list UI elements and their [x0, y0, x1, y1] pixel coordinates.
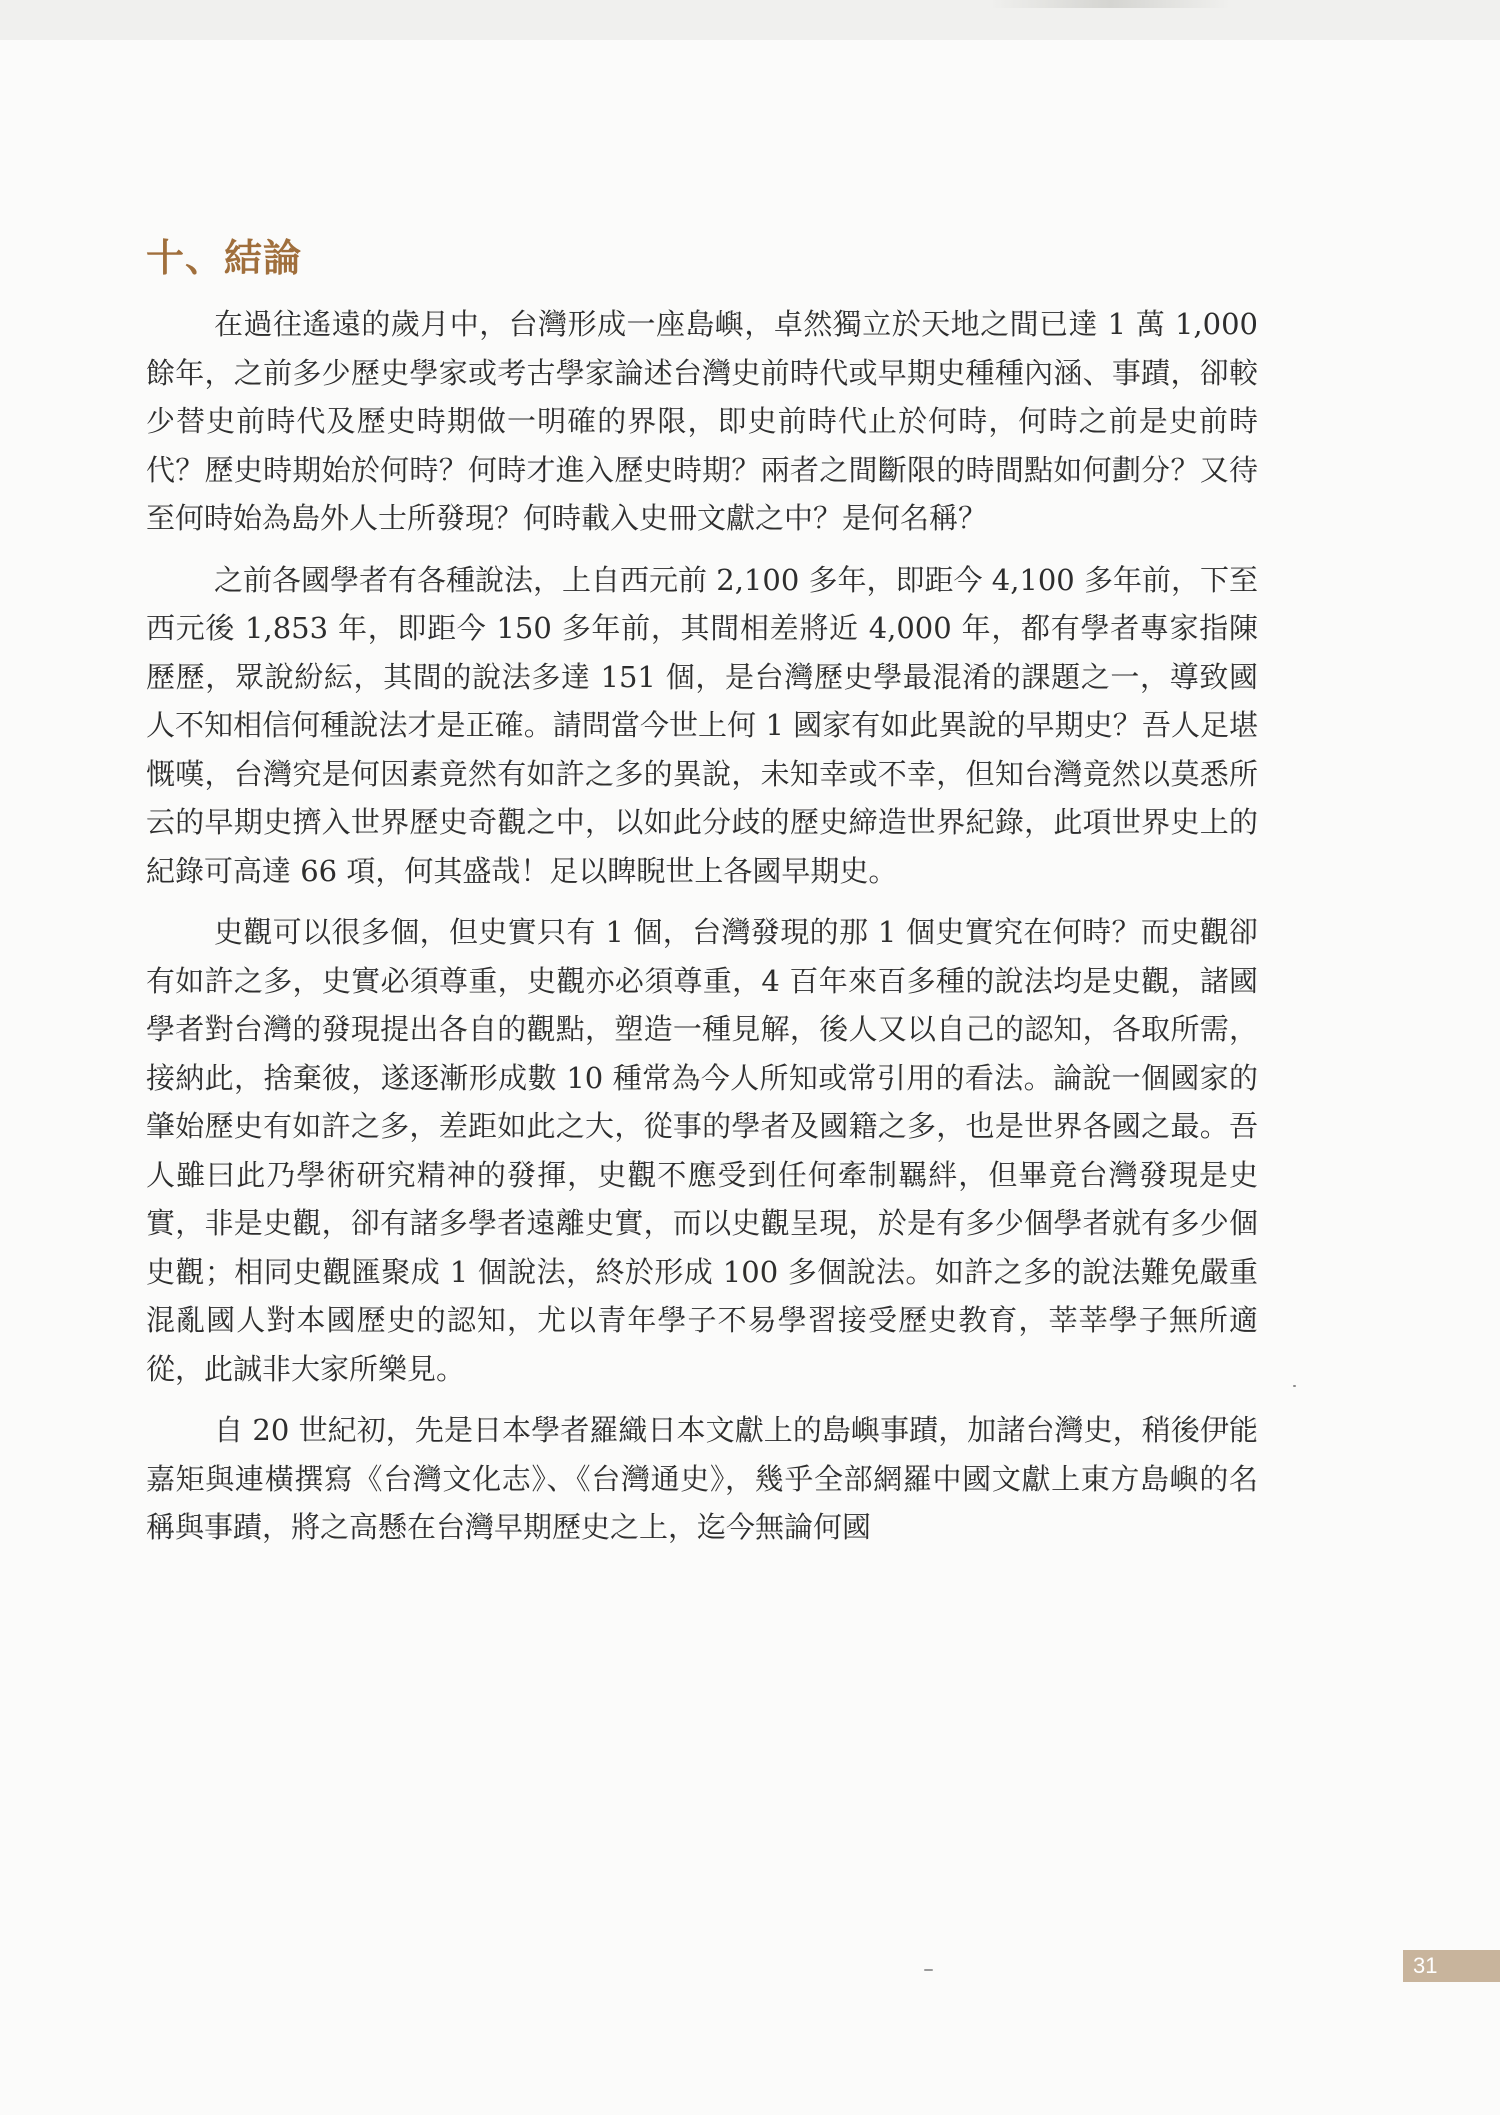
paragraph-4: 自 20 世紀初，先是日本學者羅織日本文獻上的島嶼事蹟，加諸台灣史，稍後伊能嘉矩與連橫撰寫《台灣文化志》、《台灣通史》，幾乎全部網羅中國文獻上東方島嶼的名稱與事蹟，將之高懸在台灣早期歷史之上，迄今無論何國 — [146, 1413, 1258, 1544]
scan-top-mark — [990, 0, 1230, 8]
paragraph-3: 史觀可以很多個，但史實只有 1 個，台灣發現的那 1 個史實究在何時？而史觀卻有如許之多，史實必須尊重，史觀亦必須尊重，4 百年來百多種的說法均是史觀，諸國學者對台灣的發現提出各自的觀點，塑造一種見解，後人又以自己的認知，各取所需，接納此，捨棄彼，遂逐漸形成數 10 種常為今人所知或常引用的看法。論說一個國家的肇始歷史有如許之多，差距如此之大，從事的學者及國籍之多，也是世界各國之最。吾人雖曰此乃學術研究精神的發揮，史觀不應受到任何牽制羈絆，但畢竟台灣發現是史實，非是史觀，卻有諸多學者遠離史實，而以史觀呈現，於是有多少個學者就有多少個史觀；相同史觀匯聚成 1 個說法，終於形成 100 多個說法。如許之多的說法難免嚴重混亂國人對本國歷史的認知，尤以青年學子不易學習接受歷史教育，莘莘學子無所適從，此誠非大家所樂見。 — [146, 915, 1258, 1386]
paragraph-1: 在過往遙遠的歲月中，台灣形成一座島嶼，卓然獨立於天地之間已達 1 萬 1,000 餘年，之前多少歷史學家或考古學家論述台灣史前時代或早期史種種內涵、事蹟，卻較少替史前時代及歷史時期做一明確的界限，即史前時代止於何時，何時之前是史前時代？歷史時期始於何時？何時才進入歷史時期？兩者之間斷限的時間點如何劃分？又待至何時始為島外人士所發現？何時載入史冊文獻之中？是何名稱？ — [146, 307, 1258, 535]
scan-top-edge — [0, 0, 1500, 40]
scan-speck — [1293, 1385, 1296, 1387]
paragraph-2: 之前各國學者有各種說法，上自西元前 2,100 多年，即距今 4,100 多年前，下至西元後 1,853 年，即距今 150 多年前，其間相差將近 4,000 年，都有學者專家指陳歷歷，眾說紛紜，其間的說法多達 151 個，是台灣歷史學最混淆的課題之一，導致國人不知相信何種說法才是正確。請問當今世上何 1 國家有如此異說的早期史？吾人足堪慨嘆，台灣究是何因素竟然有如許之多的異說，未知幸或不幸，但知台灣竟然以莫悉所云的早期史擠入世界歷史奇觀之中，以如此分歧的歷史締造世界紀錄，此項世界史上的紀錄可高達 66 項，何其盛哉！足以睥睨世上各國早期史。 — [146, 562, 1258, 888]
section-heading: 十、結論 — [146, 236, 303, 280]
scan-speck — [924, 1969, 933, 1971]
page-number: 31 — [1403, 1950, 1500, 1982]
body-text — [146, 300, 1258, 1552]
